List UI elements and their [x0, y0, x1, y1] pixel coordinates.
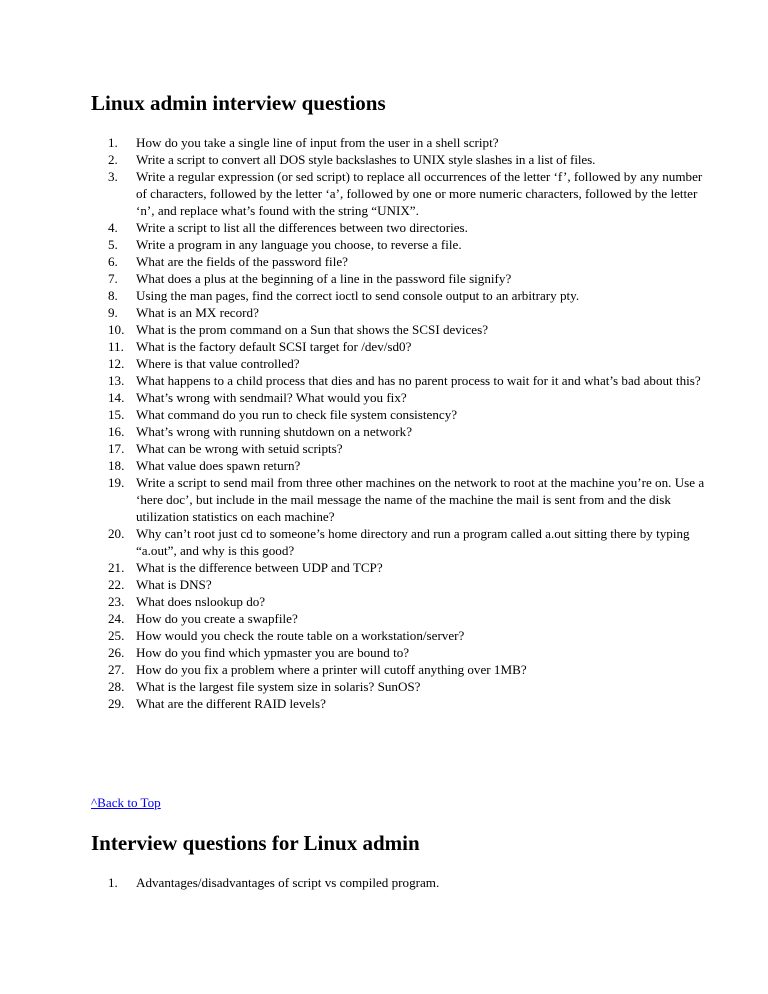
item-number: 4.	[108, 220, 118, 235]
item-number: 12.	[108, 356, 125, 371]
list-item	[108, 389, 708, 406]
item-text: How do you take a single line of input from the user in a shell script?	[136, 135, 499, 150]
item-text: What is the factory default SCSI target for /dev/sd0?	[136, 339, 412, 354]
item-text: What is the largest file system size in solaris? SunOS?	[136, 679, 421, 694]
item-number: 3.	[108, 169, 118, 184]
item-number: 11.	[108, 339, 124, 354]
item-text: Why can’t root just cd to someone’s home directory and run a program called a.out sitting there by typing “a.out”, and why is this good?	[136, 526, 690, 558]
question-list-1	[108, 134, 708, 712]
item-text: What command do you run to check file system consistency?	[136, 407, 458, 422]
item-number: 5.	[108, 237, 118, 252]
list-item	[108, 287, 708, 304]
list-item	[108, 338, 708, 355]
item-text: Where is that value controlled?	[136, 356, 300, 371]
item-text: Write a program in any language you choose, to reverse a file.	[136, 237, 462, 252]
list-item	[108, 678, 708, 695]
item-number: 21.	[108, 560, 125, 575]
list-item	[108, 304, 708, 321]
section-title-interview-questions: Interview questions for Linux admin	[91, 831, 420, 855]
item-text: Write a regular expression (or sed script) to replace all occurrences of the letter ‘f’, followed by any number of characters, followed by the letter ‘a’, followed by one or more numeric characters, followed by the letter ‘n’, and replace what’s found with the string “UNIX”.	[136, 169, 703, 218]
item-number: 7.	[108, 271, 118, 286]
item-number: 29.	[108, 696, 125, 711]
list-item	[108, 661, 708, 678]
item-text: What happens to a child process that dies and has no parent process to wait for it and what’s bad about this?	[136, 373, 701, 388]
list-item	[108, 576, 708, 593]
item-text: How do you fix a problem where a printer will cutoff anything over 1MB?	[136, 662, 527, 677]
item-number: 23.	[108, 594, 125, 609]
list-item	[108, 321, 708, 338]
item-text: Advantages/disadvantages of script vs compiled program.	[136, 875, 440, 890]
list-item	[108, 134, 708, 151]
item-text: How would you check the route table on a workstation/server?	[136, 628, 465, 643]
item-text: What’s wrong with sendmail? What would you fix?	[136, 390, 407, 405]
item-text: How do you create a swapfile?	[136, 611, 298, 626]
item-text: Using the man pages, find the correct ioctl to send console output to an arbitrary pty.	[136, 288, 580, 303]
list-item	[108, 372, 708, 389]
list-item	[108, 593, 708, 610]
item-number: 22.	[108, 577, 125, 592]
list-item	[108, 236, 708, 253]
item-number: 1.	[108, 135, 118, 150]
item-text: What is the prom command on a Sun that shows the SCSI devices?	[136, 322, 489, 337]
item-text: Write a script to send mail from three other machines on the network to root at the machine you’re on. Use a ‘here doc’, but include in the mail message the name of the machine the mail is sent from and the disk utilization statistics on each machine?	[136, 475, 705, 524]
item-text: What is the difference between UDP and TCP?	[136, 560, 383, 575]
item-number: 18.	[108, 458, 125, 473]
list-item	[108, 219, 708, 236]
item-text: What are the different RAID levels?	[136, 696, 326, 711]
item-text: What does a plus at the beginning of a line in the password file signify?	[136, 271, 512, 286]
item-number: 28.	[108, 679, 125, 694]
back-to-top-link[interactable]: ^Back to Top	[91, 795, 161, 810]
item-number: 16.	[108, 424, 125, 439]
item-number: 24.	[108, 611, 125, 626]
item-number: 8.	[108, 288, 118, 303]
list-item	[108, 457, 708, 474]
item-text: What does nslookup do?	[136, 594, 266, 609]
section-title-linux-admin: Linux admin interview questions	[91, 91, 386, 115]
list-item	[108, 559, 708, 576]
list-item	[108, 270, 708, 287]
item-number: 25.	[108, 628, 125, 643]
item-text: What are the fields of the password file?	[136, 254, 348, 269]
list-item	[108, 627, 708, 644]
item-number: 2.	[108, 152, 118, 167]
item-number: 6.	[108, 254, 118, 269]
list-item	[108, 695, 708, 712]
question-list-2	[108, 874, 708, 891]
list-item	[108, 610, 708, 627]
item-number: 27.	[108, 662, 125, 677]
list-item	[108, 423, 708, 440]
item-text: What is an MX record?	[136, 305, 259, 320]
item-text: Write a script to list all the differences between two directories.	[136, 220, 468, 235]
item-text: Write a script to convert all DOS style backslashes to UNIX style slashes in a list of files.	[136, 152, 596, 167]
list-item	[108, 151, 708, 168]
item-number: 9.	[108, 305, 118, 320]
item-text: What’s wrong with running shutdown on a network?	[136, 424, 413, 439]
item-number: 26.	[108, 645, 125, 660]
list-item	[108, 525, 708, 559]
list-item	[108, 644, 708, 661]
item-number: 17.	[108, 441, 125, 456]
item-number: 13.	[108, 373, 125, 388]
list-item	[108, 168, 708, 219]
list-item	[108, 355, 708, 372]
item-number: 14.	[108, 390, 125, 405]
list-item	[108, 406, 708, 423]
list-item	[108, 253, 708, 270]
list-item	[108, 474, 708, 525]
item-text: How do you find which ypmaster you are bound to?	[136, 645, 410, 660]
item-number: 20.	[108, 526, 125, 541]
list-item	[108, 874, 708, 891]
item-number: 1.	[108, 875, 118, 890]
item-number: 10.	[108, 322, 125, 337]
item-text: What can be wrong with setuid scripts?	[136, 441, 343, 456]
item-text: What is DNS?	[136, 577, 212, 592]
item-number: 15.	[108, 407, 125, 422]
list-item	[108, 440, 708, 457]
item-text: What value does spawn return?	[136, 458, 301, 473]
item-number: 19.	[108, 475, 125, 490]
